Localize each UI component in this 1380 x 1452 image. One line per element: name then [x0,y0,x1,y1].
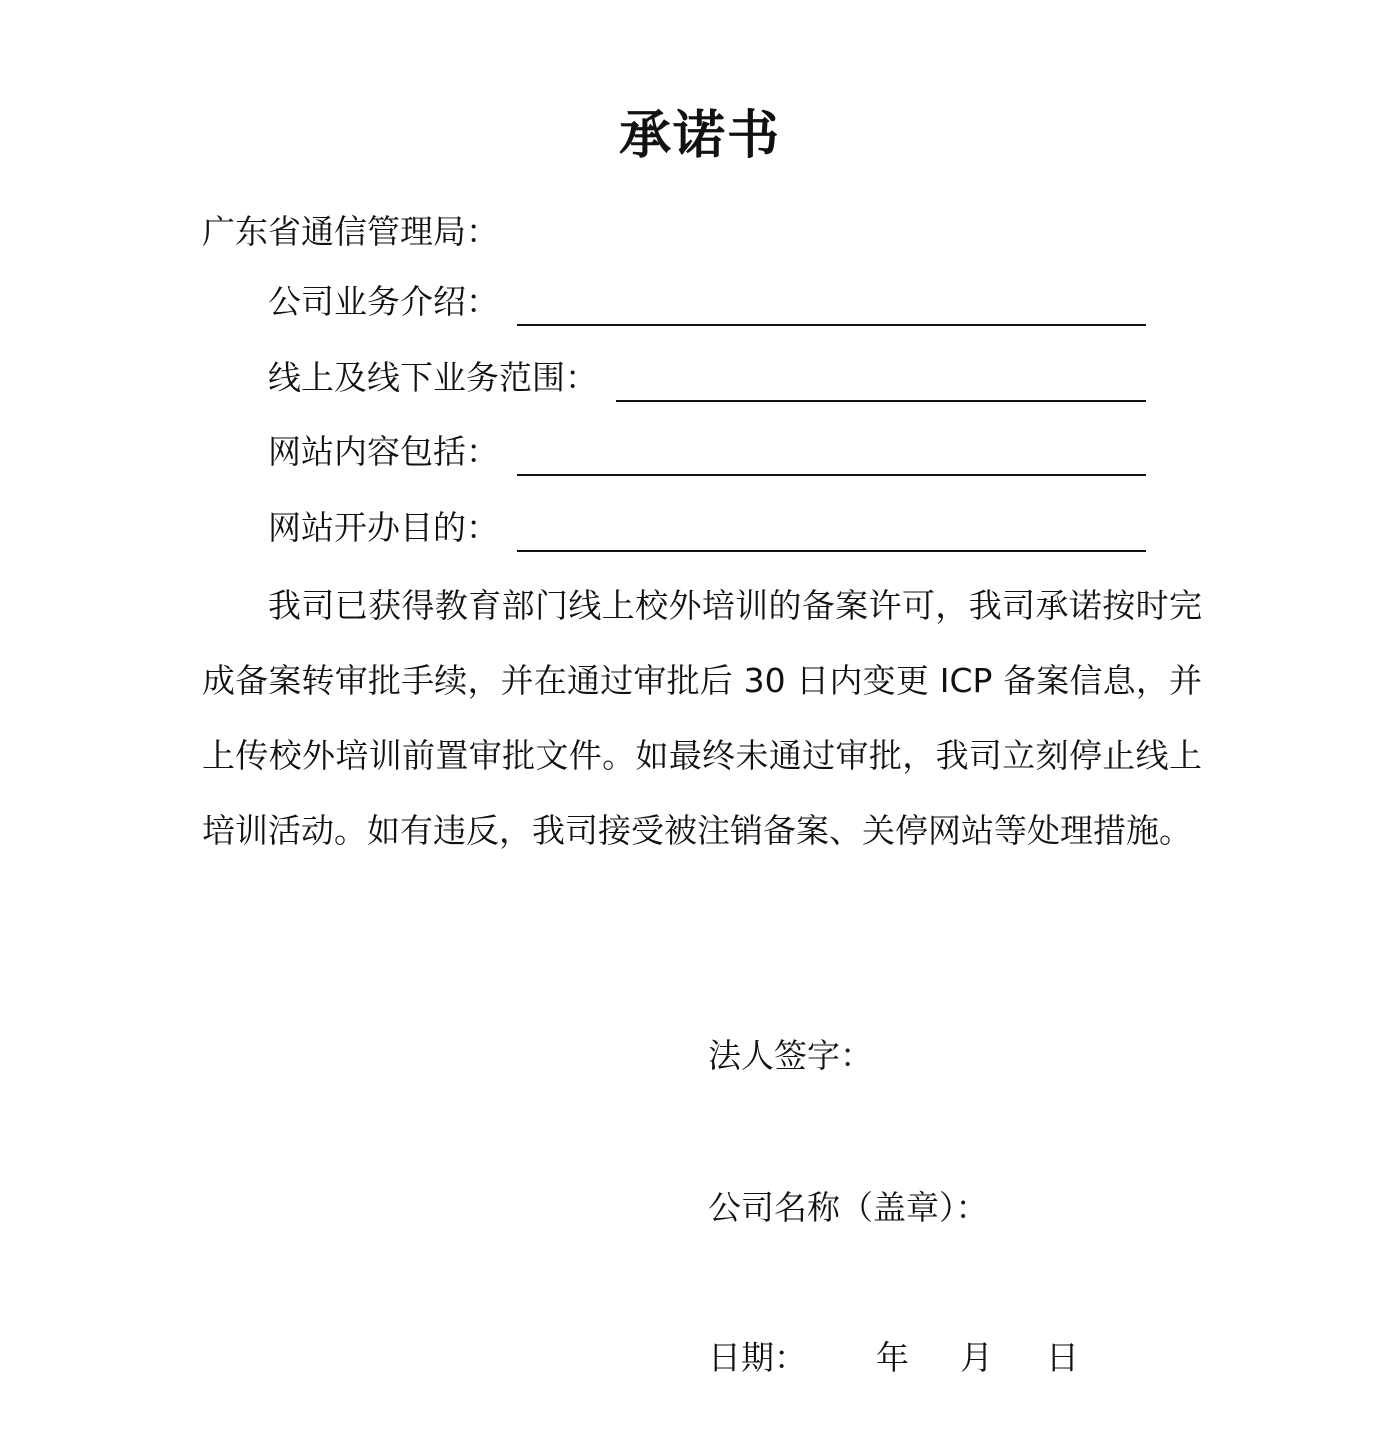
legal-person-signature-label: 法人签字： [708,1036,873,1075]
addressee: 广东省通信管理局： [202,212,499,251]
blank-fill-line [517,550,1146,552]
date-day-label: 日 [1046,1338,1079,1377]
document-title: 承诺书 [618,106,781,166]
blank-fill-line [517,474,1146,476]
field-business-scope [268,352,1146,402]
field-website-content [268,426,1146,476]
commitment-paragraph-line: 培训活动。如有违反，我司接受被注销备案、关停网站等处理措施。 [202,811,1192,850]
field-label: 公司业务介绍： [268,282,499,321]
field-website-purpose [268,502,1146,552]
date-label: 日期： [708,1338,807,1377]
date-year-label: 年 [876,1338,909,1377]
blank-fill-line [616,400,1146,402]
date-month-label: 月 [960,1338,993,1377]
field-label: 网站开办目的： [268,508,499,547]
field-business-intro [268,276,1146,326]
field-label: 网站内容包括： [268,432,499,471]
commitment-paragraph-line: 成备案转审批手续，并在通过审批后 30 日内变更 ICP 备案信息，并 [202,661,1202,700]
field-label: 线上及线下业务范围： [268,358,598,397]
blank-fill-line [517,324,1146,326]
company-seal-label: 公司名称（盖章）： [708,1188,989,1227]
commitment-paragraph-line: 我司已获得教育部门线上校外培训的备案许可，我司承诺按时完 [268,586,1202,625]
commitment-paragraph-line: 上传校外培训前置审批文件。如最终未通过审批，我司立刻停止线上 [202,736,1202,775]
date-line [708,1336,1088,1380]
